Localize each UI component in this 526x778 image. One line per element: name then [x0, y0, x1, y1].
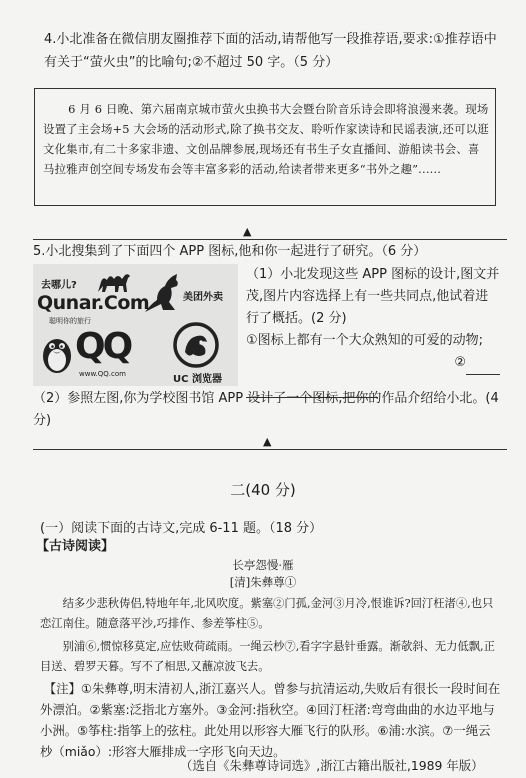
- uc-label: UC 浏览器: [173, 374, 222, 385]
- activity-box: [34, 88, 496, 206]
- marker-triangle-2: ▲: [263, 435, 272, 448]
- qunar-slogan: 去哪儿?: [41, 280, 77, 291]
- notes-text: 【注】①朱彝尊,明末清初人,浙江嘉兴人。曾参与抗清运动,失败后有很长一段时间在外漂泊。②紫塞:泛指北方塞外。③金河:指秋空。④回汀枉渚:弯弯曲曲的水边平地与小洲。⑤筝柱:指筝上的弦柱。此处用以形容大雁飞行的队形。⑥浦:水滨。⑦一绳云杪（miǎo）:形容大雁排成一字形飞向天边。: [40, 681, 501, 759]
- item1-text: ①图标上都有一个大众熟知的可爱的动物;: [246, 333, 484, 348]
- penguin-icon: [39, 330, 75, 376]
- divider-2: [33, 449, 507, 450]
- kangaroo-icon: [143, 272, 183, 314]
- qq-url: www.QQ.com: [79, 370, 126, 378]
- qq-letters: QQ: [75, 326, 131, 367]
- marker-triangle: ▲: [243, 225, 252, 238]
- item2-line: [246, 352, 500, 375]
- reading-part-1: [36, 520, 510, 556]
- poem-source: （选自《朱彝尊诗词选》,浙江古籍出版社,1989 年版）: [180, 758, 484, 773]
- question-5-part1: [246, 264, 500, 398]
- question-5-part2: （2）参照左图,你为学校图书馆 APP 设计了一个图标,把你的作品介绍给小北。(4 分): [33, 391, 499, 428]
- activity-text: 6 月 6 日晚、第六届南京城市萤火虫换书大会暨台阶音乐诗会即将浪漫来袭。现场设置了主会场+5 大会场的活动形式,除了换书交友、聆听作家读诗和民谣表演,还可以逛文化集市,有二十多家非遗、文创品牌参展,现场还有书生子女直播间、游船读书会、喜马拉雅声创空间专场发布会等丰富多彩的活动,给读者带来更多“书外之趣”......: [43, 102, 489, 176]
- question-4: 4.小北准备在微信朋友圈推荐下面的活动,请帮他写一段推荐语,要求:①推荐语中有关于“萤火虫”的比喻句;②不超过 50 字。（5 分）: [44, 32, 497, 70]
- squirrel-icon: [173, 322, 219, 368]
- divider: [33, 239, 507, 240]
- question-5-heading: 5.小北搜集到了下面四个 APP 图标,他和你一起进行了研究。（6 分）: [33, 244, 427, 259]
- answer-blank-a[interactable]: [466, 352, 500, 375]
- poem-notes: [40, 678, 502, 762]
- poem-body: [40, 594, 500, 680]
- qunar-subtitle: 聪明你的旅行: [49, 317, 91, 325]
- item2-label: ②: [454, 355, 466, 370]
- meituan-label: 美团外卖: [183, 292, 223, 303]
- section-2-title: 二(40 分): [230, 481, 296, 499]
- qunar-logo: Qunar.Com: [37, 292, 150, 314]
- poem-title: 长亭怨慢·雁: [232, 558, 294, 572]
- poem-stanza-2: 别浦⑥,惯惊移莫定,应怯败荷疏雨。一绳云杪⑦,看字字悬针垂露。渐欹斜、无力低飘,正目送、碧罗天暮。写不了相思,又蘸凉波飞去。: [40, 640, 495, 673]
- poem-label: 【古诗阅读】: [36, 539, 115, 554]
- poem-author: [清]朱彝尊①: [229, 575, 297, 589]
- app-icons-image: [33, 264, 238, 386]
- part1-text: （1）小北发现这些 APP 图标的设计,图文并茂,图片内容选择上有一些共同点,他试着进行了概括。(2 分): [246, 267, 500, 326]
- reading-instructions: (一）阅读下面的古诗文,完成 6-11 题。（18 分）: [40, 521, 323, 536]
- poem-stanza-1: 结多少悲秋俦侣,特地年年,北风吹度。紫塞②门孤,金河③月冷,恨谁诉?回汀枉渚④,也只恋江南住。随意落平沙,巧排作、参差筝柱⑤。: [40, 597, 494, 630]
